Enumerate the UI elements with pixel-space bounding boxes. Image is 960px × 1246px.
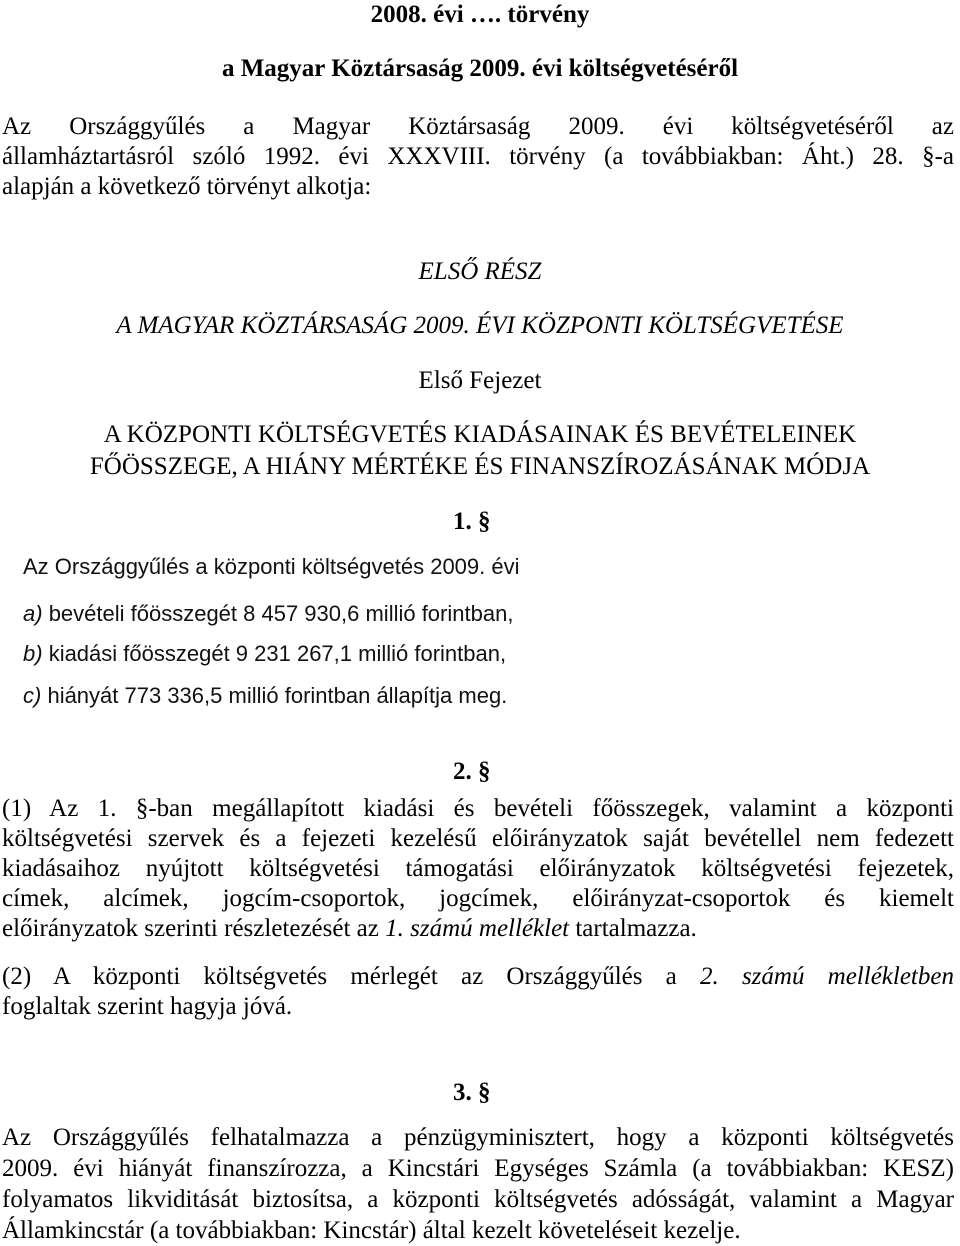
preamble-line: alapján a következő törvényt alkotja: [2,173,372,200]
section-1-item-b [23,640,506,668]
chapter-heading [0,419,960,483]
section-1-intro: Az Országgyűlés a központi költségvetés 2009. évi [23,554,520,579]
section-1-item-a [23,600,513,628]
law-subject-title: a Magyar Köztársaság 2009. évi költségvetéséről [221,55,739,82]
section-2-paragraph-1 [2,794,954,944]
part-subtitle: A MAGYAR KÖZTÁRSASÁG 2009. ÉVI KÖZPONTI KÖLTSÉGVETÉSE [116,312,844,339]
item-label: a) [23,601,43,626]
item-text: kiadási főösszegét 9 231 267,1 millió forintban, [48,641,507,666]
paragraph-line: foglaltak szerint hagyja jóvá. [2,993,293,1020]
law-number-title: 2008. évi …. törvény [370,1,590,28]
annex-reference: 2. számú mellékletben [699,963,954,990]
annex-reference: 1. számú melléklet [385,915,570,942]
section-2-number: 2. § [453,758,491,785]
paragraph-line [2,962,954,992]
preamble [2,112,954,202]
paragraph-line: költségvetési szervek és a fejezeti kezelésű előirányzatok saját bevétellel nem fedezett [2,825,954,852]
paragraph-line [2,914,954,944]
text-run: előirányzatok szerinti részletezését az [2,915,386,942]
item-text: bevételi főösszegét 8 457 930,6 millió forintban, [48,601,514,626]
section-2-paragraph-2 [2,962,954,1022]
paragraph-line: (1) Az 1. §-ban megállapított kiadási és bevételi főösszegek, valamint a központi [2,795,954,822]
preamble-line: Az Országgyűlés a Magyar Köztársaság 2009. évi költségvetéséről az [2,113,954,140]
part-title: ELSŐ RÉSZ [418,258,542,285]
paragraph-line: 2009. évi hiányát finanszírozza, a Kincstári Egységes Számla (a továbbiakban: KESZ) [2,1155,954,1182]
paragraph-line: folyamatos likviditását biztosítsa, a központi költségvetés adósságát, valamint a Magyar [2,1186,954,1213]
chapter-heading-line: FŐÖSSZEGE, A HIÁNY MÉRTÉKE ÉS FINANSZÍROZÁSÁNAK MÓDJA [89,453,871,480]
chapter-title: Első Fejezet [418,367,542,394]
paragraph-line: címek, alcímek, jogcím-csoportok, jogcímek, előirányzat-csoportok és kiemelt [2,885,954,912]
paragraph-line: kiadásaihoz nyújtott költségvetési támogatási előirányzatok költségvetési fejezetek, [2,855,954,882]
paragraph-line: Az Országgyűlés felhatalmazza a pénzügyminisztert, hogy a központi költségvetés [2,1124,954,1151]
section-1-item-c [23,682,507,710]
chapter-heading-line: A KÖZPONTI KÖLTSÉGVETÉS KIADÁSAINAK ÉS BEVÉTELEINEK [103,421,857,448]
text-run: (2) A központi költségvetés mérlegét az Országgyűlés a [2,963,700,990]
paragraph-line: Államkincstár (a továbbiakban: Kincstár) által kezelt követeléseit kezelje. [2,1217,741,1244]
section-1-number: 1. § [453,508,491,535]
section-3-number: 3. § [453,1079,491,1106]
preamble-line: államháztartásról szóló 1992. évi XXXVIII. törvény (a továbbiakban: Áht.) 28. §-a [2,143,954,170]
item-text: hiányát 773 336,5 millió forintban állapítja meg. [47,683,508,708]
text-run: tartalmazza. [569,915,697,942]
item-label: b) [23,641,43,666]
item-label: c) [23,683,42,708]
section-3-paragraph [2,1122,954,1246]
